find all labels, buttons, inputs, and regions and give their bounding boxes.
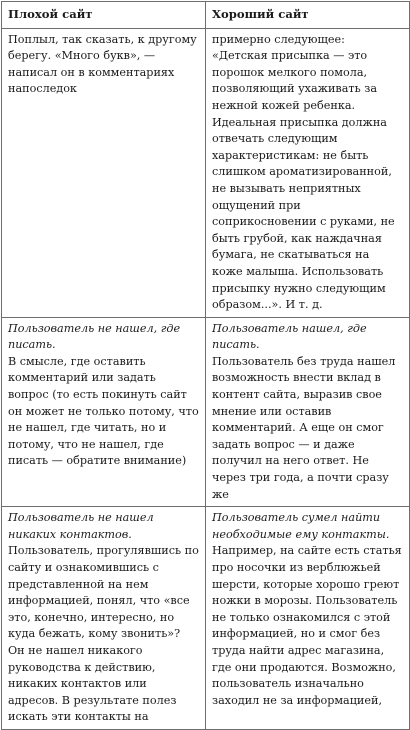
good-site-cell [206,317,410,507]
bad-site-cell [2,507,206,730]
header-good-site: Хороший сайт [206,2,410,29]
table-row [2,507,410,730]
bad-site-cell [2,28,206,317]
bad-site-text: В смысле, где оставить комментарий или задать вопрос (то есть покинуть сайт он может не только потому, что не нашел, где читать, но и потому, что не нашел, где писать — обратите внимание) [8,354,199,468]
good-site-cell [206,28,410,317]
table-row [2,28,410,317]
comparison-table [1,1,410,730]
good-site-text: Например, на сайте есть статья про носочки из верблюжьей шерсти, которые хорошо греют ножки в морозы. Пользователь не только ознакомился с этой информацией, но и смог без труда найти адрес магазина, где они продаются. Возможно, пользователь изначально заходил не за информацией, [212,544,402,707]
table-row [2,317,410,507]
good-site-text: примерно следующее: «Детская присыпка — это порошок мелкого помола, позволяющий ухаживать за нежной кожей ребенка. Идеальная присыпка должна отвечать следующим характеристикам: не быть слишком ароматизированной, не вызывать неприятных ощущений при соприкосновении с руками, не быть грубой, как наждачная бумага, не скатываться на коже малыша. Использовать присыпку нужно следующим образом...». И т. д. [212,32,395,312]
bad-site-text: Поплыл, так сказать, к другому берегу. «Много букв», — написал он в комментариях напоследок [8,32,197,96]
bad-site-heading: Пользователь не нашел, где писать. [8,321,181,352]
good-site-heading: Пользователь нашел, где писать. [212,321,367,352]
bad-site-heading: Пользователь не нашел никаких контактов. [8,511,154,541]
table-header-row [2,2,410,29]
good-site-heading: Пользователь сумел найти необходимые ему контакты. [212,511,390,541]
good-site-cell [206,507,410,730]
bad-site-text: Пользователь, прогулявшись по сайту и ознакомившись с представленной на нем информацией, понял, что «все это, конечно, интересно, но куда бежать, кому звонить»? Он не нашел никакого руководства к действию, никаких контактов или адресов. В результате полез искать эти контакты на [8,544,199,724]
header-bad-site: Плохой сайт [2,2,206,29]
bad-site-cell [2,317,206,507]
good-site-text: Пользователь без труда нашел возможность внести вклад в контент сайта, выразив свое мнение или оставив комментарий. А еще он смог задать вопрос — и даже получил на него ответ. Не через три года, а почти сразу же [212,354,396,501]
